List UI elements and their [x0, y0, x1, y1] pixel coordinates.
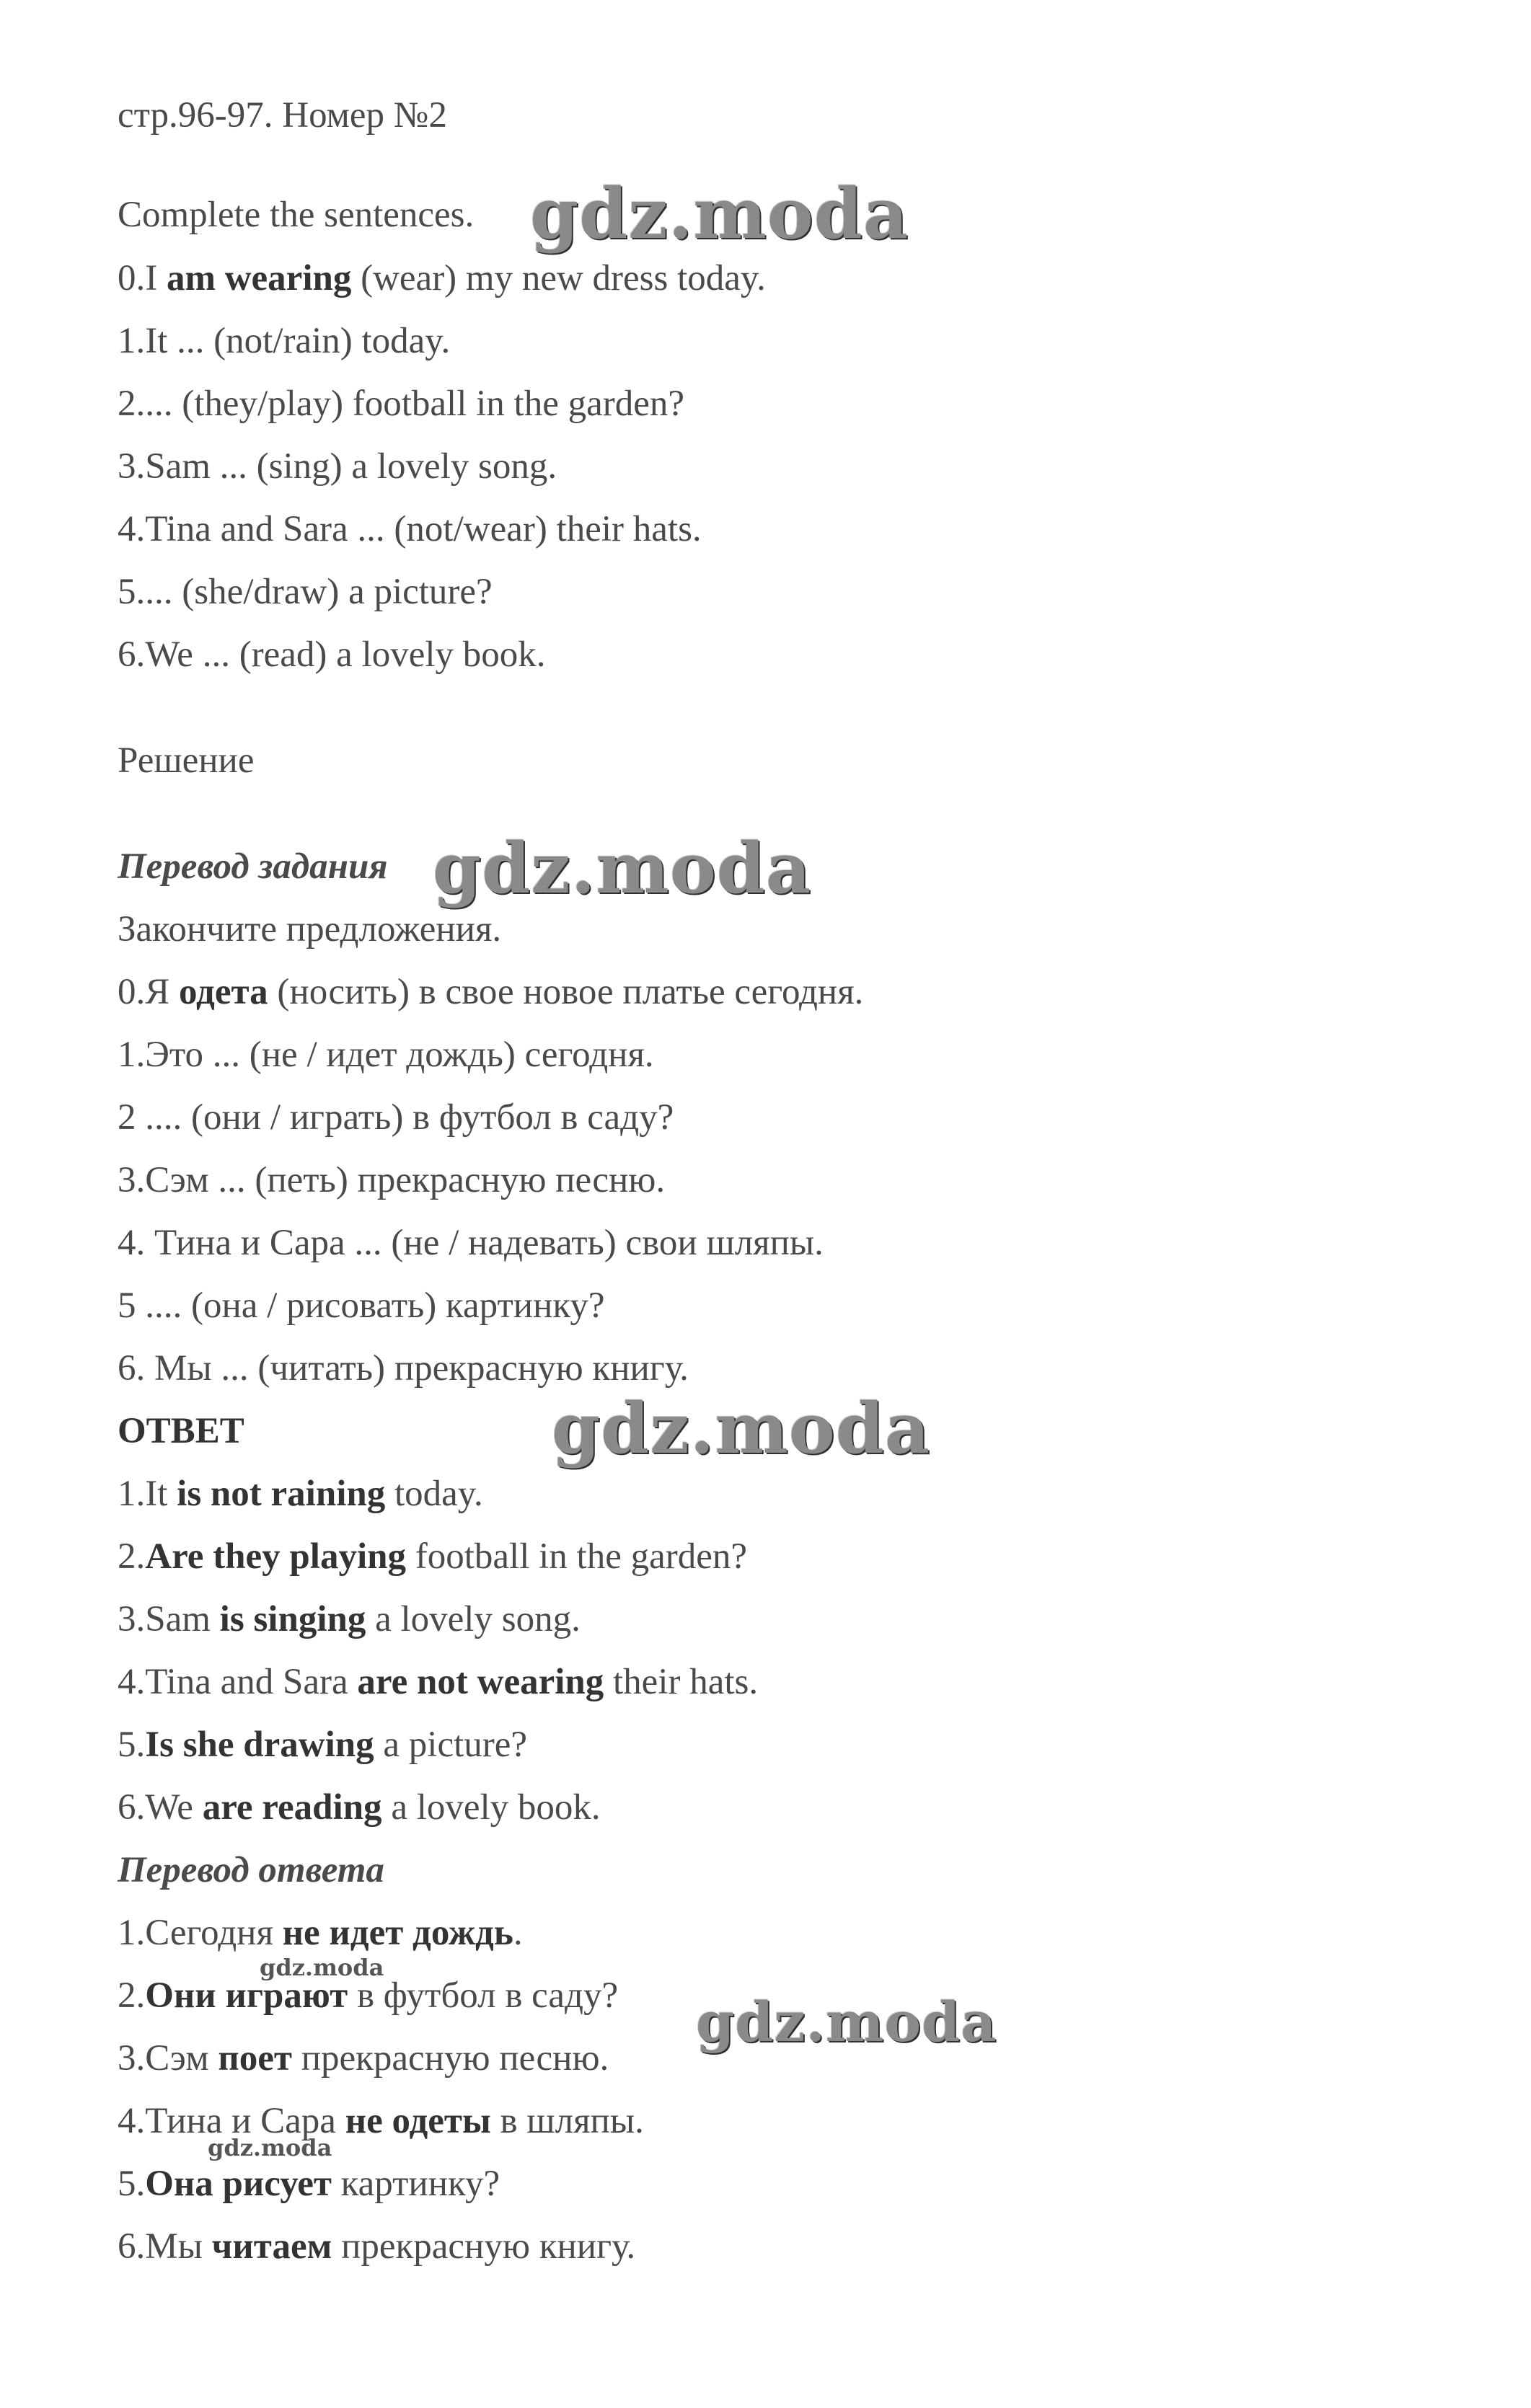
watermark-logo-small: gdz.moda: [208, 2134, 332, 2161]
translation-item-4: 4. Тина и Сара ... (не / надевать) свои шляпы.: [118, 1223, 824, 1263]
answer-5: 5.Is she drawing a picture?: [118, 1725, 528, 1765]
translation-item-6: 6. Мы ... (читать) прекрасную книгу.: [118, 1348, 689, 1389]
answer-translation-6: 6.Мы читаем прекрасную книгу.: [118, 2226, 636, 2267]
translation-item-3: 3.Сэм ... (петь) прекрасную песню.: [118, 1160, 666, 1200]
answer-translation-2: 2.Они играют в футбол в саду?: [118, 1975, 619, 2016]
watermark-logo: gdz.moda: [696, 1990, 997, 2054]
task-item-6: 6.We ... (read) a lovely book.: [118, 634, 546, 675]
task-item-4: 4.Tina and Sara ... (not/wear) their hats.: [118, 509, 702, 549]
answer-translation-heading: Перевод ответа: [118, 1850, 384, 1890]
answer-2: 2.Are they playing football in the garden?: [118, 1536, 747, 1577]
task-instruction: Complete the sentences.: [118, 195, 475, 235]
watermark-logo: gdz.moda: [433, 828, 812, 909]
answer-heading: ОТВЕТ: [118, 1411, 244, 1451]
answer-translation-4: 4.Тина и Сара не одеты в шляпы.: [118, 2101, 644, 2141]
answer-3: 3.Sam is singing a lovely song.: [118, 1599, 581, 1639]
watermark-logo-small: gdz.moda: [260, 1954, 384, 1981]
solution-title: Решение: [118, 740, 255, 781]
answer-translation-1: 1.Сегодня не идет дождь.: [118, 1913, 523, 1953]
task-item-3: 3.Sam ... (sing) a lovely song.: [118, 446, 557, 487]
translation-example: 0.Я одета (носить) в свое новое платье сегодня.: [118, 972, 864, 1012]
answer-1: 1.It is not raining today.: [118, 1474, 483, 1514]
translation-heading: Перевод задания: [118, 846, 388, 887]
task-item-1: 1.It ... (not/rain) today.: [118, 321, 451, 361]
answer-6: 6.We are reading a lovely book.: [118, 1787, 601, 1828]
translation-item-5: 5 .... (она / рисовать) картинку?: [118, 1285, 605, 1326]
page-reference: стр.96-97. Номер №2: [118, 95, 447, 136]
translation-item-2: 2 .... (они / играть) в футбол в саду?: [118, 1097, 674, 1138]
task-example: 0.I am wearing (wear) my new dress today.: [118, 258, 766, 298]
answer-translation-3: 3.Сэм поет прекрасную песню.: [118, 2038, 609, 2079]
task-item-2: 2.... (they/play) football in the garden?: [118, 384, 684, 424]
task-item-5: 5.... (she/draw) a picture?: [118, 572, 493, 612]
answer-translation-5: 5.Она рисует картинку?: [118, 2164, 500, 2204]
watermark-logo: gdz.moda: [552, 1388, 931, 1469]
translation-item-1: 1.Это ... (не / идет дождь) сегодня.: [118, 1035, 654, 1075]
watermark-logo: gdz.moda: [530, 173, 909, 254]
translation-instruction: Закончите предложения.: [118, 909, 502, 950]
answer-4: 4.Tina and Sara are not wearing their hats.: [118, 1662, 759, 1702]
